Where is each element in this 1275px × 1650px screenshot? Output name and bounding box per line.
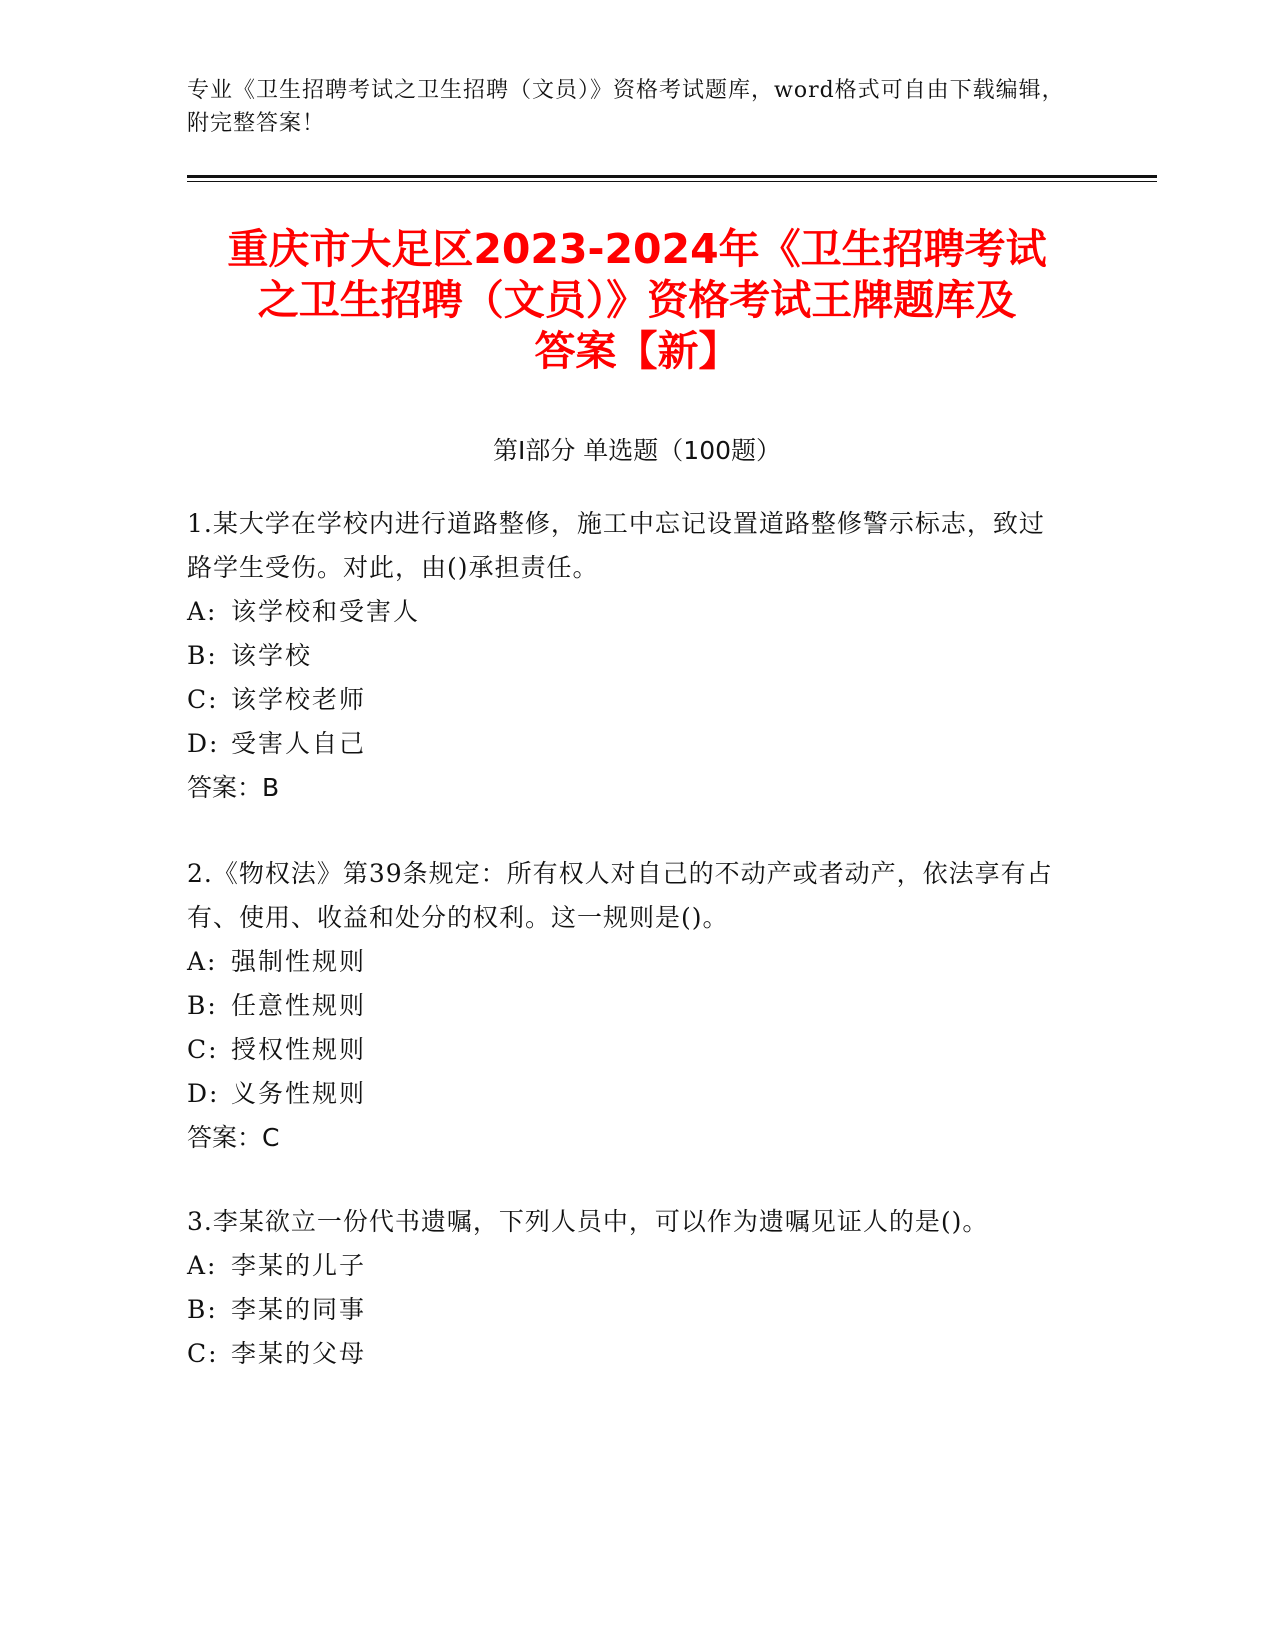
option-label: C:: [187, 1339, 219, 1368]
option-label: A:: [187, 1251, 218, 1280]
document-title: [187, 224, 1087, 377]
option-label: D:: [187, 729, 220, 758]
document-title-line-3: 答案【新】: [534, 327, 740, 375]
option-label: B:: [187, 1295, 218, 1324]
header-divider-thin: [187, 181, 1157, 182]
answer: 答案：C: [187, 1123, 280, 1152]
option-label: A:: [187, 947, 218, 976]
option-label: A:: [187, 597, 218, 626]
question-3: [187, 1200, 1067, 1376]
document-title-line-2: 之卫生招聘（文员）》资格考试王牌题库及: [257, 276, 1017, 324]
option-d: [187, 1072, 1067, 1116]
question-stem: 2.《物权法》第39条规定：所有权人对自己的不动产或者动产，依法享有占有、使用、收益和处分的权利。这一规则是()。: [187, 859, 1053, 932]
option-b: [187, 1288, 1067, 1332]
option-c: [187, 1028, 1067, 1072]
section-title: 第Ⅰ部分 单选题（100题）: [492, 436, 782, 465]
document-title-line-1: 重庆市大足区2023-2024年《卫生招聘考试: [227, 225, 1047, 273]
option-a: [187, 590, 1067, 634]
option-text: 强制性规则: [231, 947, 367, 976]
header-note-text: 专业《卫生招聘考试之卫生招聘（文员）》资格考试题库，word格式可自由下载编辑，附完整答案！: [187, 78, 1065, 136]
option-c: [187, 1332, 1067, 1376]
option-label: D:: [187, 1079, 220, 1108]
option-label: C:: [187, 1035, 219, 1064]
option-a: [187, 940, 1067, 984]
option-text: 该学校和受害人: [231, 597, 421, 626]
question-stem: 1.某大学在学校内进行道路整修，施工中忘记设置道路整修警示标志，致过路学生受伤。对此，由()承担责任。: [187, 509, 1045, 582]
option-a: [187, 1244, 1067, 1288]
option-text: 该学校: [231, 641, 313, 670]
header-note: [187, 74, 1067, 140]
option-b: [187, 984, 1067, 1028]
option-label: B:: [187, 991, 218, 1020]
option-text: 李某的儿子: [231, 1251, 367, 1280]
option-text: 义务性规则: [231, 1079, 367, 1108]
option-text: 该学校老师: [231, 685, 367, 714]
option-text: 李某的同事: [231, 1295, 367, 1324]
question-1: [187, 502, 1067, 810]
answer: 答案：B: [187, 773, 280, 802]
option-text: 李某的父母: [231, 1339, 367, 1368]
question-stem: 3.李某欲立一份代书遗嘱，下列人员中，可以作为遗嘱见证人的是()。: [187, 1207, 989, 1236]
header-divider-thick: [187, 175, 1157, 178]
option-text: 授权性规则: [231, 1035, 367, 1064]
option-text: 受害人自己: [231, 729, 367, 758]
option-d: [187, 722, 1067, 766]
option-label: B:: [187, 641, 218, 670]
option-text: 任意性规则: [231, 991, 367, 1020]
option-label: C:: [187, 685, 219, 714]
option-b: [187, 634, 1067, 678]
question-2: [187, 852, 1067, 1160]
option-c: [187, 678, 1067, 722]
